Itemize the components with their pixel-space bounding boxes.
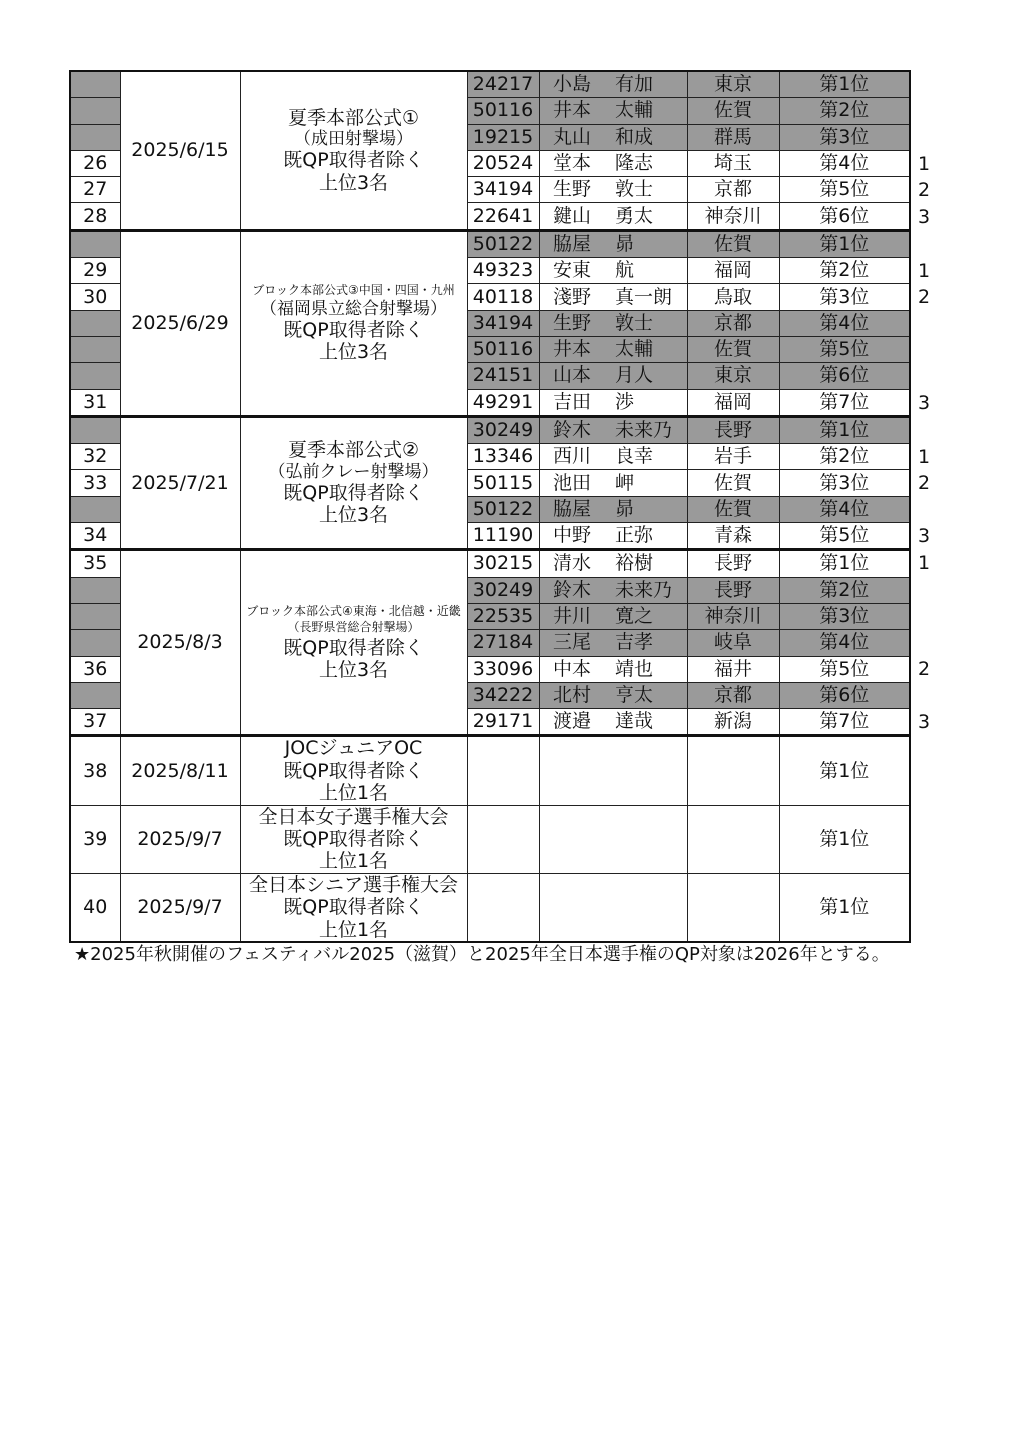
event-condition: 既QP取得者除く (283, 636, 424, 659)
footnote: ★2025年秋開催のフェスティバル2025（滋賀）と2025年全日本選手権のQP対象は2026年とする。 (74, 944, 890, 965)
athlete-given-name: 勇太 (615, 204, 654, 227)
athlete-given-name: 敦士 (615, 311, 654, 334)
placing: 第3位 (779, 470, 910, 496)
qp-count: 2 (918, 658, 931, 681)
placing: 第4位 (779, 150, 910, 176)
member-id: 20524 (467, 150, 539, 176)
athlete-given-name: 和成 (615, 125, 654, 148)
qp-number (70, 603, 120, 629)
qp-number: 30 (70, 284, 120, 310)
event-date: 2025/8/3 (120, 550, 240, 736)
event-date: 2025/9/7 (120, 873, 240, 942)
qp-number: 32 (70, 444, 120, 470)
qp-number (70, 71, 120, 98)
member-id: 30249 (467, 577, 539, 603)
athlete-name (539, 150, 687, 176)
qp-number (70, 496, 120, 522)
placing: 第4位 (779, 310, 910, 336)
athlete-name (539, 656, 687, 682)
athlete-name (539, 258, 687, 284)
event-title: 全日本シニア選手権大会 (248, 873, 458, 896)
athlete-name (539, 496, 687, 522)
qp-number: 27 (70, 177, 120, 203)
athlete-name (539, 389, 687, 416)
athlete-name (539, 873, 687, 942)
qp-number (70, 124, 120, 150)
member-id: 22535 (467, 603, 539, 629)
qp-number: 40 (70, 873, 120, 942)
event-venue: （福岡県立総合射撃場） (260, 298, 447, 319)
event-name (240, 71, 467, 230)
event-date: 2025/9/7 (120, 805, 240, 873)
member-id: 30215 (467, 550, 539, 577)
table-row (70, 71, 910, 98)
athlete-family-name: 鈴木 (553, 419, 592, 441)
athlete-family-name: 北村 (553, 683, 592, 706)
athlete-name (539, 203, 687, 230)
athlete-name (539, 98, 687, 124)
member-id: 40118 (467, 284, 539, 310)
prefecture: 福岡 (687, 389, 779, 416)
athlete-name (539, 416, 687, 443)
event-quota: 上位3名 (318, 504, 389, 527)
athlete-family-name: 脇屋 (553, 497, 592, 520)
placing: 第4位 (779, 630, 910, 656)
member-id: 50115 (467, 470, 539, 496)
event-quota: 上位1名 (318, 850, 389, 873)
placing: 第1位 (779, 550, 910, 577)
table-row (70, 550, 910, 577)
athlete-name (539, 603, 687, 629)
athlete-name (539, 71, 687, 98)
athlete-given-name: 昴 (615, 232, 635, 255)
athlete-name (539, 363, 687, 389)
athlete-name (539, 630, 687, 656)
placing: 第4位 (779, 496, 910, 522)
athlete-name (539, 736, 687, 805)
athlete-family-name: 中野 (553, 524, 592, 547)
qp-count: 1 (918, 259, 931, 282)
qp-number (70, 230, 120, 257)
prefecture: 岐阜 (687, 630, 779, 656)
athlete-name (539, 709, 687, 736)
qp-count: 1 (918, 552, 931, 575)
event-condition: 既QP取得者除く (283, 481, 424, 504)
placing: 第2位 (779, 98, 910, 124)
qp-number: 39 (70, 805, 120, 873)
athlete-name (539, 230, 687, 257)
athlete-given-name: 亨太 (615, 683, 654, 706)
prefecture: 京都 (687, 310, 779, 336)
member-id: 34194 (467, 310, 539, 336)
athlete-name (539, 682, 687, 708)
qp-number: 36 (70, 656, 120, 682)
member-id: 50116 (467, 98, 539, 124)
prefecture: 佐賀 (687, 336, 779, 362)
qp-number (70, 630, 120, 656)
prefecture: 群馬 (687, 124, 779, 150)
qp-number (70, 336, 120, 362)
placing: 第1位 (779, 873, 910, 942)
member-id: 49323 (467, 258, 539, 284)
prefecture: 佐賀 (687, 496, 779, 522)
event-name (240, 230, 467, 416)
athlete-given-name: 未来乃 (615, 578, 673, 601)
qp-count: 2 (918, 472, 931, 495)
qp-number: 31 (70, 389, 120, 416)
qp-number: 37 (70, 709, 120, 736)
event-title: 全日本女子選手権大会 (258, 805, 449, 828)
placing: 第5位 (779, 656, 910, 682)
athlete-family-name: 中本 (553, 657, 592, 680)
placing: 第3位 (779, 284, 910, 310)
athlete-given-name: 靖也 (615, 657, 654, 680)
placing: 第3位 (779, 603, 910, 629)
event-title: ブロック本部公式④東海・北信越・近畿 (246, 604, 461, 619)
event-title: 夏季本部公式① (287, 106, 420, 129)
athlete-family-name: 脇屋 (553, 232, 592, 255)
athlete-name (539, 523, 687, 550)
event-quota: 上位1名 (318, 918, 389, 941)
athlete-family-name: 池田 (553, 471, 592, 494)
event-quota: 上位3名 (318, 171, 389, 194)
athlete-name (539, 284, 687, 310)
event-title: ブロック本部公式③中国・四国・九州 (252, 282, 455, 297)
athlete-family-name: 山本 (553, 364, 592, 387)
member-id: 24151 (467, 363, 539, 389)
placing: 第1位 (779, 416, 910, 443)
table-row (70, 736, 910, 805)
athlete-family-name: 井本 (553, 338, 592, 361)
member-id: 19215 (467, 124, 539, 150)
table-row (70, 805, 910, 873)
member-id: 29171 (467, 709, 539, 736)
member-id (467, 873, 539, 942)
athlete-family-name: 淺野 (553, 285, 592, 308)
qp-count: 3 (918, 711, 931, 734)
prefecture: 長野 (687, 550, 779, 577)
placing: 第6位 (779, 682, 910, 708)
prefecture: 東京 (687, 363, 779, 389)
athlete-family-name: 小島 (553, 73, 592, 96)
placing: 第6位 (779, 363, 910, 389)
event-quota: 上位1名 (318, 782, 389, 805)
event-condition: 既QP取得者除く (283, 828, 424, 851)
athlete-given-name: 昴 (615, 497, 635, 520)
placing: 第5位 (779, 177, 910, 203)
athlete-name (539, 805, 687, 873)
placing: 第1位 (779, 71, 910, 98)
event-venue: （弘前クレー射撃場） (268, 461, 439, 482)
athlete-family-name: 鍵山 (553, 204, 592, 227)
athlete-family-name: 生野 (553, 311, 592, 334)
qp-number: 28 (70, 203, 120, 230)
placing: 第1位 (779, 230, 910, 257)
qp-number (70, 310, 120, 336)
athlete-given-name: 未来乃 (615, 419, 673, 441)
qp-number (70, 98, 120, 124)
placing: 第1位 (779, 805, 910, 873)
athlete-family-name: 堂本 (553, 152, 592, 175)
athlete-given-name: 太輔 (615, 338, 654, 361)
prefecture: 埼玉 (687, 150, 779, 176)
qp-number (70, 682, 120, 708)
placing: 第5位 (779, 523, 910, 550)
athlete-family-name: 安東 (553, 259, 592, 282)
member-id: 49291 (467, 389, 539, 416)
table-row (70, 873, 910, 942)
athlete-family-name: 渡邉 (553, 710, 592, 733)
athlete-family-name: 生野 (553, 178, 592, 201)
member-id (467, 736, 539, 805)
placing: 第7位 (779, 389, 910, 416)
prefecture: 京都 (687, 682, 779, 708)
member-id: 50122 (467, 230, 539, 257)
member-id: 33096 (467, 656, 539, 682)
member-id: 50122 (467, 496, 539, 522)
event-condition: 既QP取得者除く (283, 896, 424, 919)
qp-count: 3 (918, 391, 931, 414)
athlete-given-name: 航 (615, 259, 635, 282)
table-row (70, 230, 910, 257)
athlete-given-name: 真一朗 (615, 285, 673, 308)
placing: 第2位 (779, 444, 910, 470)
placing: 第3位 (779, 124, 910, 150)
event-date: 2025/7/21 (120, 416, 240, 549)
member-id: 34194 (467, 177, 539, 203)
athlete-given-name: 吉孝 (615, 631, 654, 654)
event-title: JOCジュニアOC (284, 737, 423, 760)
qp-number: 26 (70, 150, 120, 176)
placing: 第2位 (779, 577, 910, 603)
prefecture: 佐賀 (687, 98, 779, 124)
prefecture: 長野 (687, 577, 779, 603)
event-condition: 既QP取得者除く (283, 319, 424, 342)
athlete-given-name: 岬 (615, 471, 635, 494)
prefecture: 京都 (687, 177, 779, 203)
qp-number (70, 363, 120, 389)
athlete-name (539, 470, 687, 496)
event-quota: 上位3名 (318, 341, 389, 364)
athlete-name (539, 177, 687, 203)
placing: 第7位 (779, 709, 910, 736)
athlete-given-name: 太輔 (615, 99, 654, 122)
placing: 第6位 (779, 203, 910, 230)
event-condition: 既QP取得者除く (283, 759, 424, 782)
event-venue: （成田射撃場） (294, 129, 413, 150)
member-id: 34222 (467, 682, 539, 708)
qp-count: 1 (918, 445, 931, 468)
member-id: 11190 (467, 523, 539, 550)
athlete-family-name: 井川 (553, 605, 592, 628)
qp-number: 38 (70, 736, 120, 805)
prefecture: 神奈川 (687, 603, 779, 629)
athlete-given-name: 渉 (615, 390, 635, 413)
qp-number (70, 577, 120, 603)
qp-number: 35 (70, 550, 120, 577)
event-name (240, 805, 467, 873)
prefecture: 青森 (687, 523, 779, 550)
athlete-family-name: 丸山 (553, 125, 592, 148)
member-id: 30249 (467, 416, 539, 443)
event-name (240, 736, 467, 805)
athlete-name (539, 336, 687, 362)
event-date: 2025/8/11 (120, 736, 240, 805)
qp-number (70, 416, 120, 443)
member-id: 50116 (467, 336, 539, 362)
qp-number: 33 (70, 470, 120, 496)
athlete-given-name: 有加 (615, 73, 654, 96)
athlete-given-name: 達哉 (615, 710, 654, 733)
qp-number: 29 (70, 258, 120, 284)
table-row (70, 416, 910, 443)
athlete-family-name: 井本 (553, 99, 592, 122)
prefecture (687, 736, 779, 805)
qp-count: 3 (918, 525, 931, 548)
prefecture: 東京 (687, 71, 779, 98)
athlete-given-name: 正弥 (615, 524, 654, 547)
prefecture: 岩手 (687, 444, 779, 470)
member-id (467, 805, 539, 873)
athlete-given-name: 月人 (615, 364, 654, 387)
athlete-name (539, 124, 687, 150)
prefecture: 新潟 (687, 709, 779, 736)
prefecture: 神奈川 (687, 203, 779, 230)
event-title: 夏季本部公式② (287, 439, 420, 462)
athlete-family-name: 西川 (553, 445, 592, 468)
prefecture: 佐賀 (687, 470, 779, 496)
prefecture (687, 805, 779, 873)
athlete-family-name: 鈴木 (553, 578, 592, 601)
prefecture (687, 873, 779, 942)
prefecture: 長野 (687, 416, 779, 443)
athlete-name (539, 550, 687, 577)
athlete-name (539, 444, 687, 470)
placing: 第1位 (779, 736, 910, 805)
qp-count: 3 (918, 205, 931, 228)
event-condition: 既QP取得者除く (283, 149, 424, 172)
event-name (240, 873, 467, 942)
qp-count: 1 (918, 152, 931, 175)
qp-count: 2 (918, 178, 931, 201)
prefecture: 佐賀 (687, 230, 779, 257)
athlete-name (539, 577, 687, 603)
member-id: 22641 (467, 203, 539, 230)
qp-count: 2 (918, 286, 931, 309)
placing: 第5位 (779, 336, 910, 362)
qp-results-table (69, 70, 911, 943)
event-venue: （長野県営総合射撃場） (287, 620, 420, 635)
event-date: 2025/6/15 (120, 71, 240, 230)
prefecture: 鳥取 (687, 284, 779, 310)
event-date: 2025/6/29 (120, 230, 240, 416)
member-id: 24217 (467, 71, 539, 98)
athlete-given-name: 隆志 (615, 152, 654, 175)
athlete-given-name: 敦士 (615, 178, 654, 201)
athlete-given-name: 良幸 (615, 445, 654, 468)
athlete-given-name: 裕樹 (615, 552, 654, 575)
athlete-name (539, 310, 687, 336)
qp-number: 34 (70, 523, 120, 550)
event-quota: 上位3名 (318, 659, 389, 682)
athlete-family-name: 三尾 (553, 631, 592, 654)
event-name (240, 416, 467, 549)
athlete-family-name: 吉田 (553, 390, 592, 413)
event-name (240, 550, 467, 736)
member-id: 13346 (467, 444, 539, 470)
placing: 第2位 (779, 258, 910, 284)
athlete-family-name: 清水 (553, 552, 592, 575)
member-id: 27184 (467, 630, 539, 656)
athlete-given-name: 寛之 (615, 605, 654, 628)
prefecture: 福井 (687, 656, 779, 682)
prefecture: 福岡 (687, 258, 779, 284)
